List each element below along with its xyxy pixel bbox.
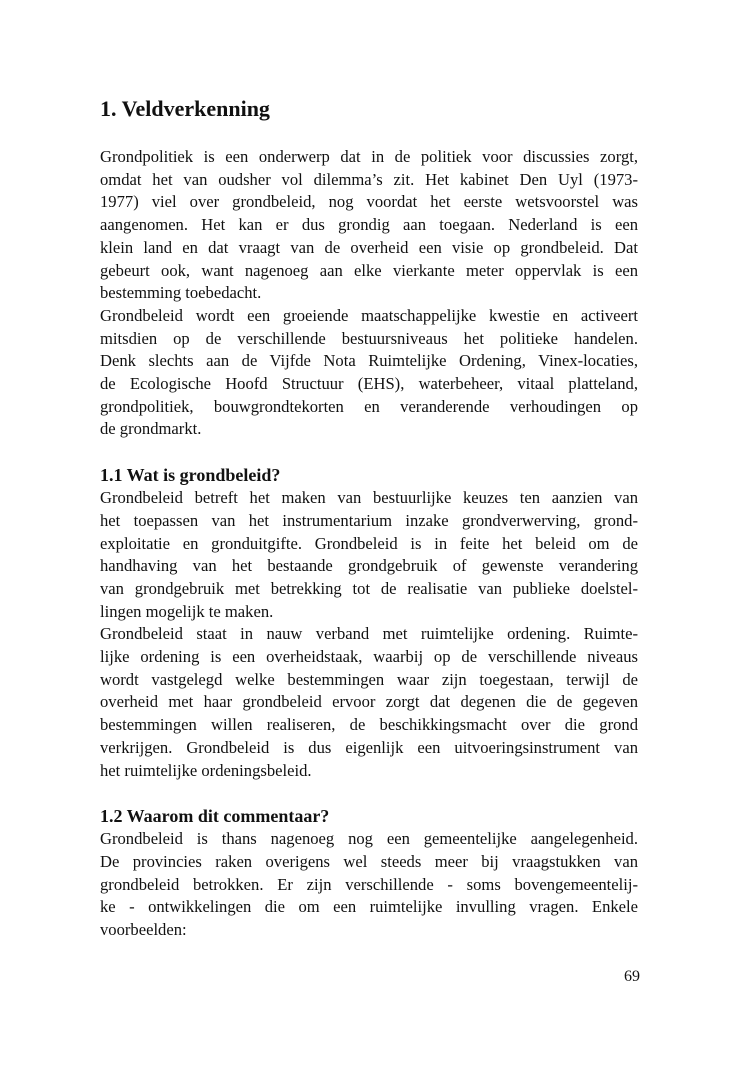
text-line: gebeurt ook, want nagenoeg aan elke vierkante meter oppervlak is een — [100, 260, 638, 280]
text-line: wordt vastgelegd welke bestemmingen waar zijn toegestaan, terwijl de — [100, 669, 638, 689]
text-line: 1977) viel over grondbeleid, nog voordat het eerste wetsvoorstel was — [100, 192, 638, 212]
text-line: lijke ordening is een overheidstaak, waarbij op de verschillende niveaus — [100, 647, 638, 667]
text-line: voorbeelden: — [100, 920, 187, 940]
page-content — [100, 94, 638, 942]
text-line: mitsdien op de verschillende bestuursniveaus het politieke handelen. — [100, 328, 638, 348]
text-line: handhaving van het bestaande grondgebruik of gewenste verandering — [100, 556, 638, 576]
spacer — [100, 441, 638, 463]
text-line: het toepassen van het instrumentarium inzake grondverwerving, grond- — [100, 510, 638, 530]
page-number: 69 — [624, 968, 640, 985]
spacer — [100, 782, 638, 804]
section-title-1-1: 1.1 Wat is grondbeleid? — [100, 465, 281, 486]
text-line: bestemmingen willen realiseren, de beschikkingsmacht over die grond — [100, 715, 638, 735]
text-line: de Ecologische Hoofd Structuur (EHS), waterbeheer, vitaal platteland, — [100, 374, 638, 394]
text-line: Grondbeleid staat in nauw verband met ruimtelijke ordening. Ruimte- — [100, 624, 638, 644]
text-line: De provincies raken overigens wel steeds meer bij vraagstukken van — [100, 851, 638, 871]
text-line: aangenomen. Het kan er dus grondig aan toegaan. Nederland is een — [100, 215, 638, 235]
text-line: bestemming toebedacht. — [100, 283, 262, 303]
text-line: klein land en dat vraagt van de overheid een visie op grondbeleid. Dat — [100, 237, 638, 257]
text-line: grondbeleid betrokken. Er zijn verschillende - soms bovengemeentelij- — [100, 874, 638, 894]
chapter-title: 1. Veldverkenning — [100, 96, 270, 121]
text-line: Grondbeleid wordt een groeiende maatschappelijke kwestie en activeert — [100, 305, 638, 325]
text-line: overheid met haar grondbeleid ervoor zorgt dat degenen die de gegeven — [100, 692, 638, 712]
text-line: Denk slechts aan de Vijfde Nota Ruimtelijke Ordening, Vinex-locaties, — [100, 351, 638, 371]
section-title-1-2: 1.2 Waarom dit commentaar? — [100, 806, 330, 827]
text-line: het ruimtelijke ordeningsbeleid. — [100, 760, 312, 780]
text-line: Grondbeleid is thans nagenoeg nog een gemeentelijke aangelegenheid. — [100, 829, 638, 849]
text-line: exploitatie en gronduitgifte. Grondbeleid is in feite het beleid om de — [100, 533, 638, 553]
section-1-1-paragraph-1 — [100, 487, 638, 623]
text-line: van grondgebruik met betrekking tot de realisatie van publieke doelstel- — [100, 578, 638, 598]
text-line: grondpolitiek, bouwgrondtekorten en veranderende verhoudingen op — [100, 396, 638, 416]
intro-paragraph-1 — [100, 146, 638, 305]
intro-paragraph-2 — [100, 305, 638, 441]
section-1-2-paragraph-1 — [100, 828, 638, 942]
text-line: Grondpolitiek is een onderwerp dat in de politiek voor discussies zorgt, — [100, 147, 638, 166]
text-line: de grondmarkt. — [100, 419, 202, 439]
text-line: lingen mogelijk te maken. — [100, 601, 274, 621]
text-line: ke - ontwikkelingen die om een ruimtelijke invulling vragen. Enkele — [100, 897, 638, 917]
text-line: verkrijgen. Grondbeleid is dus eigenlijk een uitvoeringsinstrument van — [100, 737, 638, 757]
text-line: omdat het van oudsher vol dilemma’s zit. Het kabinet Den Uyl (1973- — [100, 169, 638, 189]
section-1-1-paragraph-2 — [100, 623, 638, 782]
text-line: Grondbeleid betreft het maken van bestuurlijke keuzes ten aanzien van — [100, 488, 638, 508]
